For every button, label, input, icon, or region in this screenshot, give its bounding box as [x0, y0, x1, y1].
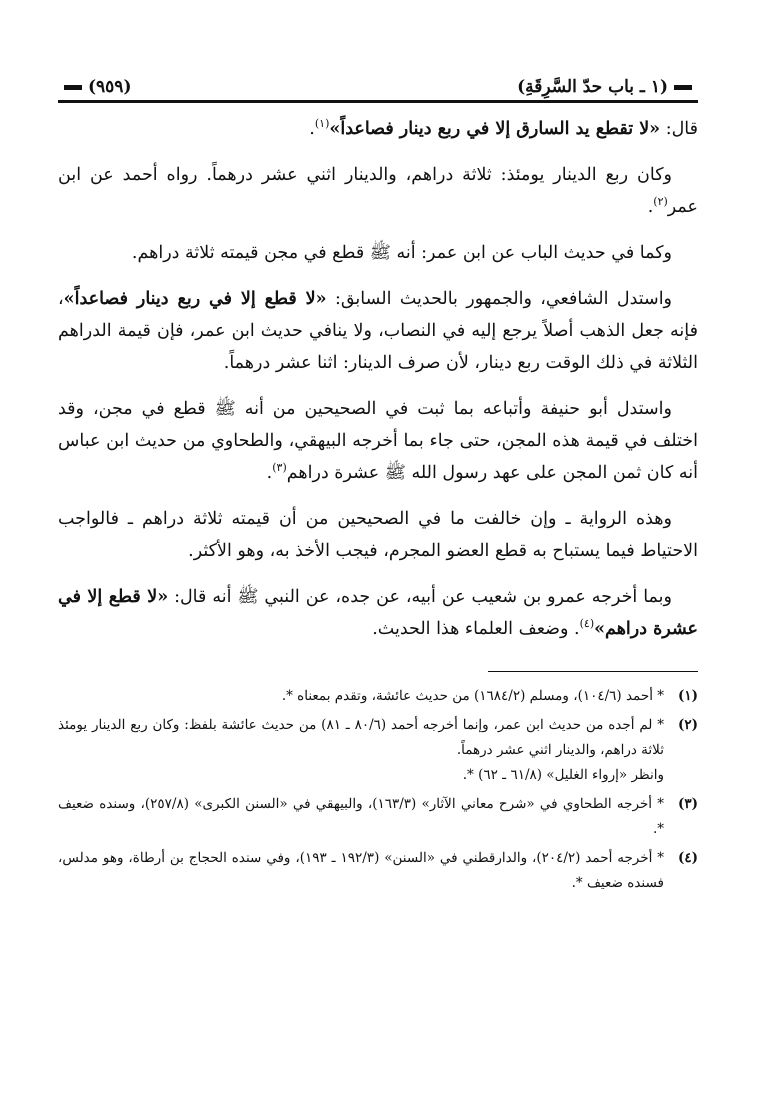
header-dash-left	[64, 85, 82, 90]
footnote-body	[58, 846, 664, 896]
paragraph-p2	[58, 159, 698, 223]
paragraph-p3	[58, 237, 698, 269]
paragraph-text: .	[647, 197, 654, 217]
book-page	[58, 68, 698, 900]
footnote-separator	[488, 671, 698, 672]
footnote-item	[58, 792, 698, 842]
footnote-ref: (١)	[314, 117, 330, 131]
paragraph-p5	[58, 393, 698, 489]
footnote-item	[58, 846, 698, 896]
footnote-number: (٤)	[677, 850, 698, 866]
hadith-quote: «لا قطع إلا في ربع دينار فصاعداً»	[63, 289, 327, 309]
header-rule	[58, 100, 698, 103]
footnote-item	[58, 713, 698, 788]
footnote-ref: (٣)	[272, 461, 287, 475]
footnote-text: * أخرجه الطحاوي في «شرح معاني الآثار» (١٦٣/٣)، والبيهقي في «السنن الكبرى» (٢٥٧/٨)، وسنده ضعيف *.	[58, 796, 664, 837]
paragraph-text: وكان ربع الدينار يومئذ: ثلاثة دراهم، والدينار اثني عشر درهماً. رواه أحمد عن ابن عمر	[58, 165, 698, 217]
paragraph-text: قال:	[660, 119, 698, 139]
paragraph-p6	[58, 503, 698, 567]
footnote-text: * أخرجه أحمد (٢٠٤/٢)، والدارقطني في «السنن» (١٩٢/٣ ـ ١٩٣)، وفي سنده الحجاج بن أرطاة، وهو مدلس، فسنده ضعيف *.	[58, 850, 664, 891]
footnote-text: * أحمد (١٠٤/٦)، ومسلم (١٦٨٤/٢) من حديث عائشة، وتقدم بمعناه *.	[281, 688, 664, 704]
footnote-number: (٢)	[677, 717, 698, 733]
paragraph-text: وبما أخرجه عمرو بن شعيب عن أبيه، عن جده، عن النبي ﷺ أنه قال:	[168, 587, 672, 607]
page-number-group	[58, 77, 132, 97]
footnotes	[58, 684, 698, 896]
chapter-title: (١ ـ باب حدّ السَّرِقَةِ)	[517, 77, 668, 97]
chapter-title-group	[517, 77, 698, 97]
page-number: (٩٥٩)	[88, 77, 132, 97]
paragraph-text: وكما في حديث الباب عن ابن عمر: أنه ﷺ قطع في مجن قيمته ثلاثة دراهم.	[131, 243, 672, 263]
paragraph-p4	[58, 283, 698, 379]
header-dash-right	[674, 85, 692, 90]
paragraph-text: .	[266, 463, 273, 483]
footnote-text: * لم أجده من حديث ابن عمر، وإنما أخرجه أحمد (٨٠/٦ ـ ٨١) من حديث عائشة بلفظ: وكان ربع الدينار يومئذ ثلاثة دراهم، والدينار اثني عشر درهماً.	[58, 717, 664, 758]
hadith-quote: «لا تقطع يد السارق إلا في ربع دينار فصاعداً»	[329, 119, 661, 139]
footnote-text: وانظر «إرواء الغليل» (٦١/٨ ـ ٦٢) *.	[462, 767, 664, 783]
paragraph-text: . وضعف العلماء هذا الحديث.	[372, 619, 580, 639]
paragraph-text: واستدل أبو حنيفة وأتباعه بما ثبت في الصحيحين من أنه ﷺ قطع في مجن، وقد اختلف في قيمة هذه المجن، حتى جاء بما أخرجه البيهقي، والطحاوي من حديث ابن عباس أنه كان ثمن المجن على عهد رسول الله ﷺ عشرة دراهم	[58, 399, 698, 483]
footnote-number: (٣)	[677, 796, 698, 812]
paragraph-text: وهذه الرواية ـ وإن خالفت ما في الصحيحين من أن قيمته ثلاثة دراهم ـ فالواجب الاحتياط فيما يستباح به قطع العضو المجرم، فيجب الأخذ به، وهو الأكثر.	[58, 509, 698, 561]
hadith-quote: «لا قطع إلا في عشرة دراهم»	[58, 587, 698, 639]
main-text	[58, 113, 698, 645]
paragraph-text: ، فإنه جعل الذهب أصلاً يرجع إليه في النصاب، ولا ينافي حديث ابن عمر، فإن قيمة الدراهم الثلاثة في ذلك الوقت ربع دينار، لأن صرف الدينار: اثنا عشر درهماً.	[58, 289, 698, 373]
footnote-item	[58, 684, 698, 709]
footnote-body	[58, 713, 664, 788]
paragraph-text: .	[309, 119, 315, 139]
paragraph-p1	[58, 113, 698, 145]
paragraph-p7	[58, 581, 698, 645]
paragraph-text: واستدل الشافعي، والجمهور بالحديث السابق:	[326, 289, 673, 309]
footnote-body	[58, 792, 664, 842]
footnote-ref: (٢)	[653, 195, 668, 209]
footnote-number: (١)	[677, 688, 698, 704]
footnote-ref: (٤)	[579, 617, 595, 631]
footnote-body	[58, 684, 664, 709]
